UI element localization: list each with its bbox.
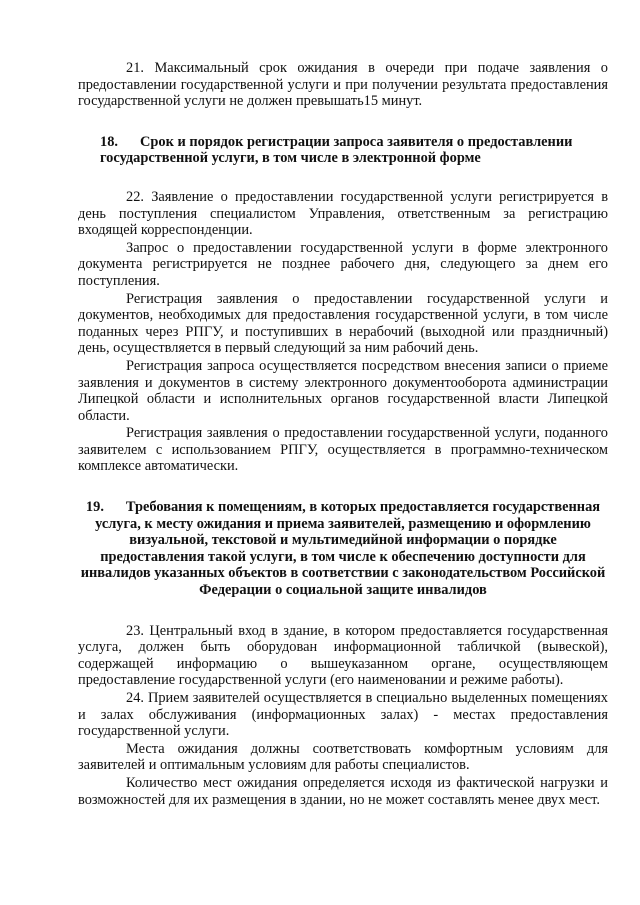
section-18-heading [78,134,608,167]
paragraph-24-waiting-areas: Места ожидания должны соответствовать комфортным условиям для заявителей и оптимальным условиям для работы специалистов. [78,740,608,774]
section-18-title: Срок и порядок регистрации запроса заявителя о предоставлении государственной услуги, в том числе в электронной форме [100,133,573,167]
document-page [78,60,608,808]
paragraph-24: 24. Прием заявителей осуществляется в специально выделенных помещениях и залах обслуживания (информационных залах) - местах предоставления государственной услуги. [78,690,608,740]
section-19-heading [78,499,608,599]
paragraph-22-rpgu: Регистрация заявления о предоставлении государственной услуги, поданного заявителем с использованием РПГУ, осуществляется в программно-техническом комплексе автоматически. [78,425,608,475]
paragraph-23: 23. Центральный вход в здание, в котором предоставляется государственная услуга, должен быть оборудован информационной табличкой (вывеской), содержащей информацию о вышеуказанном органе, осуществляющем предоставление государственной услуги (его наименовании и режиме работы). [78,622,608,689]
section-19-title: Требования к помещениям, в которых предоставляется государственная услуга, к месту ожидания и приема заявителей, размещению и оформлению визуальной, текстовой и мультимедийной информации о порядке предоставления такой услуги, в том числе к обеспечению доступности для инвалидов указанных объектов в соответствии с законодательством Российской Федерации о социальной защите инвалидов [80,499,606,599]
paragraph-24-seat-count: Количество мест ожидания определяется исходя из фактической нагрузки и возможностей для их размещения в здании, но не может составлять менее двух мест. [78,774,608,808]
paragraph-22: 22. Заявление о предоставлении государственной услуги регистрируется в день поступления специалистом Управления, ответственным за регистрацию входящей корреспонденции. [78,188,608,239]
paragraph-22-nonworking-day: Регистрация заявления о предоставлении государственной услуги и документов, необходимых для предоставления государственной услуги, в том числе поданных через РПГУ, и поступивших в нерабочий (выходной или праздничный) день, осуществляется в первый следующий за ним рабочий день. [78,290,608,357]
section-18-number: 18. [100,133,118,150]
paragraph-22-registration-record: Регистрация запроса осуществляется посредством внесения записи о приеме заявления и документов в систему электронного документооборота администрации Липецкой области и исполнительных органов государственной власти Липецкой области. [78,357,608,424]
paragraph-22-electronic: Запрос о предоставлении государственной услуги в форме электронного документа регистрируется не позднее рабочего дня, следующего за днем его поступления. [78,239,608,289]
paragraph-21: 21. Максимальный срок ожидания в очереди при подаче заявления о предоставлении государственной услуги и при получении результата предоставления государственной услуги не должен превышать15 минут. [78,60,608,110]
section-19-number: 19. [85,499,104,516]
